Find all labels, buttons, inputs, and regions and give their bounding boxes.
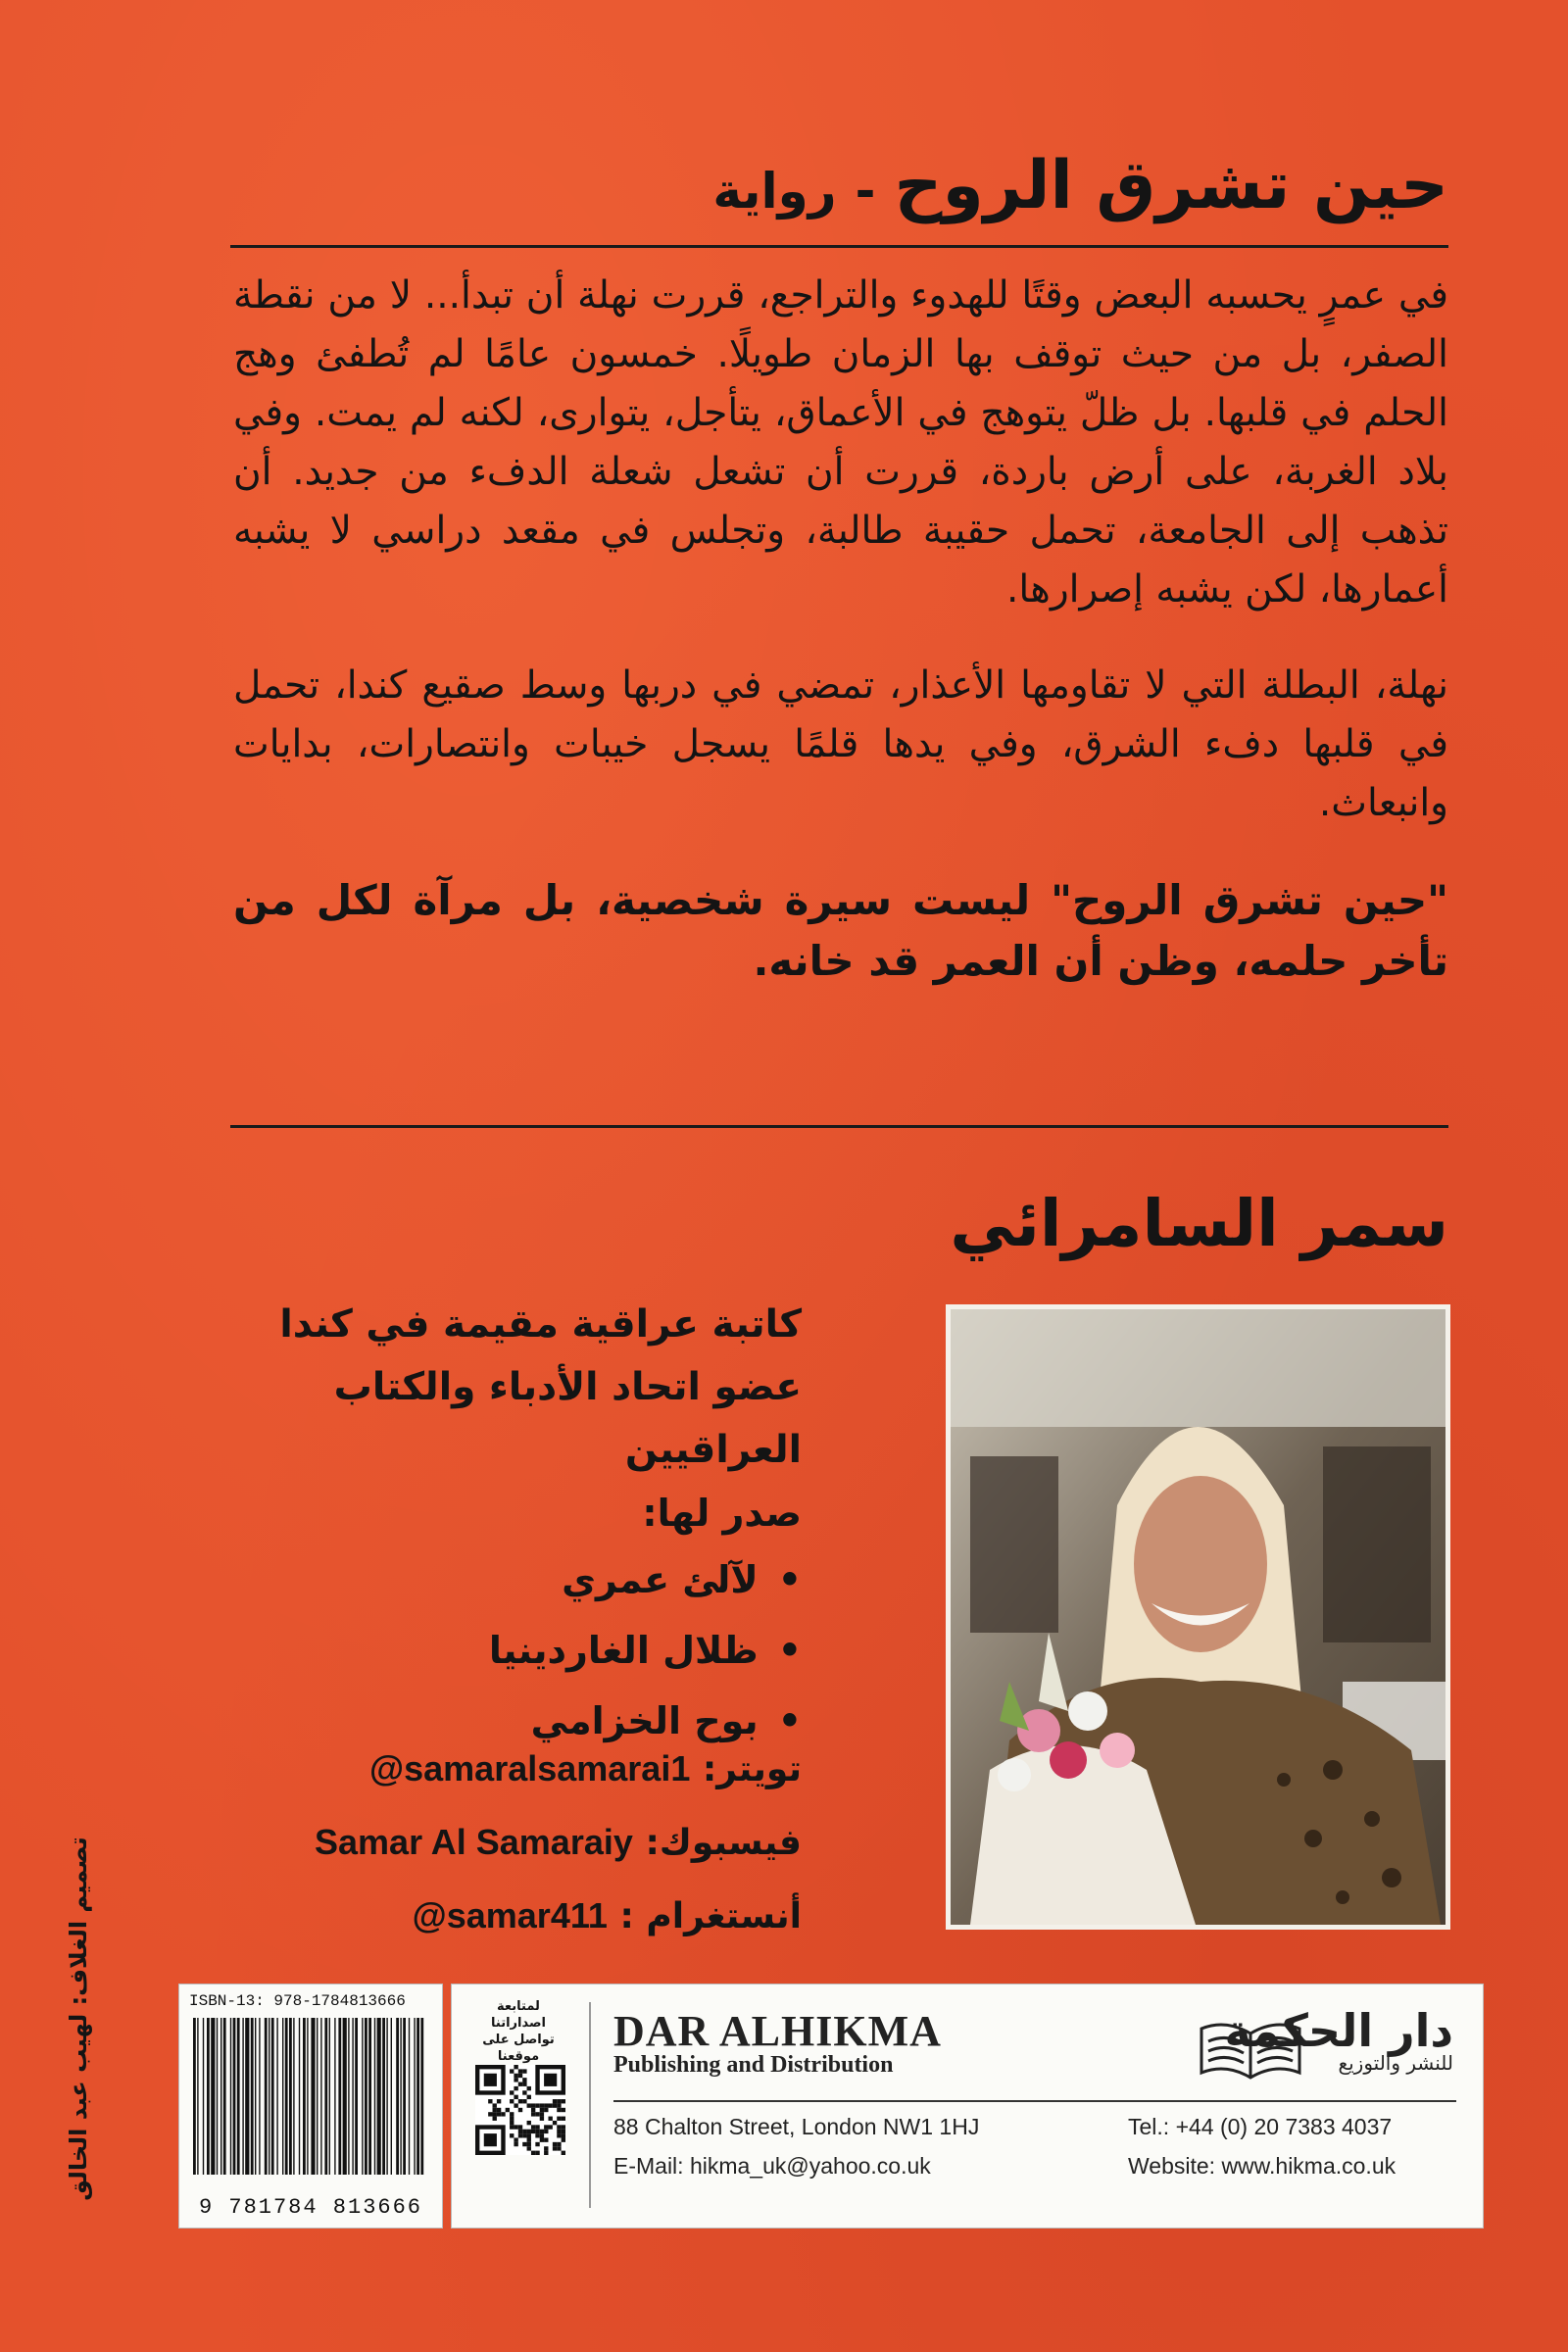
author-portrait-illustration <box>951 1309 1446 1925</box>
author-works <box>214 1482 802 1756</box>
title-main: حين تشرق الروح <box>894 147 1448 224</box>
social-instagram <box>116 1880 802 1953</box>
title-separator: - <box>855 163 876 220</box>
publisher-arabic <box>1224 2004 1453 2075</box>
blurb-quote: "حين تشرق الروح" ليست سيرة شخصية، بل مرآة لكل من تأخر حلمه، وظن أن العمر قد خانه. <box>233 876 1448 985</box>
author-name: سمر السامرائي <box>950 1186 1448 1261</box>
social-label: فيسبوك: <box>645 1823 802 1863</box>
publisher-panel <box>451 1984 1484 2229</box>
list-item <box>214 1615 802 1686</box>
bullet-icon: • <box>777 1699 802 1742</box>
publisher-website: Website: www.hikma.co.uk <box>1128 2153 1396 2179</box>
publisher-email: E-Mail: hikma_uk@yahoo.co.uk <box>613 2153 931 2179</box>
publisher-address: 88 Chalton Street, London NW1 1HJ <box>613 2114 980 2139</box>
publisher-tel: Tel.: +44 (0) 20 7383 4037 <box>1128 2114 1393 2139</box>
author-bio-line-2: عضو اتحاد الأدباء والكتاب العراقيين <box>333 1365 802 1472</box>
blurb-paragraph-1: في عمرٍ يحسبه البعض وقتًا للهدوء والتراجع، قررت نهلة أن تبدأ... لا من نقطة الصفر، بل من حيث توقف بها الزمان طويلًا. خمسون عامًا لم تُطفئ وهج الحلم في قلبها. بل ظلّ يتوهج في الأعماق، يتأجل، يتوارى، لكنه لم يمت. وفي بلاد الغربة، على أرض باردة، قررت أن تشعل شعلة الدفء من جديد. أن تذهب إلى الجامعة، تحمل حقيبة طالبة، وتجلس في مقعد دراسي لا يشبه أعمارها، لكن يشبه إصرارها. <box>233 273 1448 612</box>
isbn-number: 9 781784 813666 <box>198 2195 423 2220</box>
works-heading: صدر لها: <box>642 1492 802 1535</box>
divider-author <box>230 1125 1448 1128</box>
social-value: @samar411 <box>412 1895 608 1936</box>
title-genre: رواية <box>712 163 837 220</box>
work-title: لآلئ عمري <box>562 1558 759 1601</box>
social-value: Samar Al Samaraiy <box>315 1822 633 1862</box>
book-title <box>116 147 1448 224</box>
qr-note: لمتابعة اصداراتنا تواصل على موقعنا <box>482 1999 555 2064</box>
divider <box>589 2002 591 2208</box>
qr-code-icon <box>475 2065 565 2155</box>
work-title: بوح الخزامي <box>530 1699 759 1742</box>
publisher-desc-ar: للنشر والتوزيع <box>1338 2051 1453 2075</box>
author-bio <box>214 1294 802 1482</box>
works-list <box>214 1544 802 1756</box>
author-bio-line-1: كاتبة عراقية مقيمة في كندا <box>279 1302 802 1347</box>
bullet-icon: • <box>777 1558 802 1601</box>
divider-top <box>230 245 1448 248</box>
social-label: أنستغرام : <box>619 1896 802 1936</box>
author-social <box>116 1733 802 1953</box>
publisher-name-en: DAR ALHIKMA <box>613 2007 942 2055</box>
divider <box>613 2100 1456 2102</box>
publisher-english <box>613 2006 942 2079</box>
blurb-paragraph-2: نهلة، البطلة التي لا تقاومها الأعذار، تمضي في دربها وسط صقيع كندا، تحمل في قلبها دفء الشرق، وفي يدها قلمًا يسجل خيبات وانتصارات، بدايات وانبعاث. <box>233 663 1448 825</box>
barcode-icon <box>189 2018 432 2175</box>
publisher-desc-en: Publishing and Distribution <box>613 2052 894 2078</box>
isbn-label: ISBN-13: 978-1784813666 <box>189 1992 406 2010</box>
author-photo <box>946 1304 1450 1930</box>
work-title: ظلال الغاردينيا <box>488 1629 759 1672</box>
social-label: تويتر: <box>702 1749 802 1789</box>
bullet-icon: • <box>777 1629 802 1672</box>
social-value: @samaralsamarai1 <box>369 1748 691 1788</box>
barcode-panel <box>178 1984 443 2229</box>
cover-designer-credit: تصميم الغلاف: لهيب عبد الخالق <box>65 1837 93 2201</box>
social-facebook <box>116 1806 802 1880</box>
publisher-name-ar: دار الحكمة <box>1224 2004 1453 2057</box>
list-item <box>214 1544 802 1615</box>
social-twitter <box>116 1733 802 1806</box>
blurb <box>233 267 1448 1029</box>
